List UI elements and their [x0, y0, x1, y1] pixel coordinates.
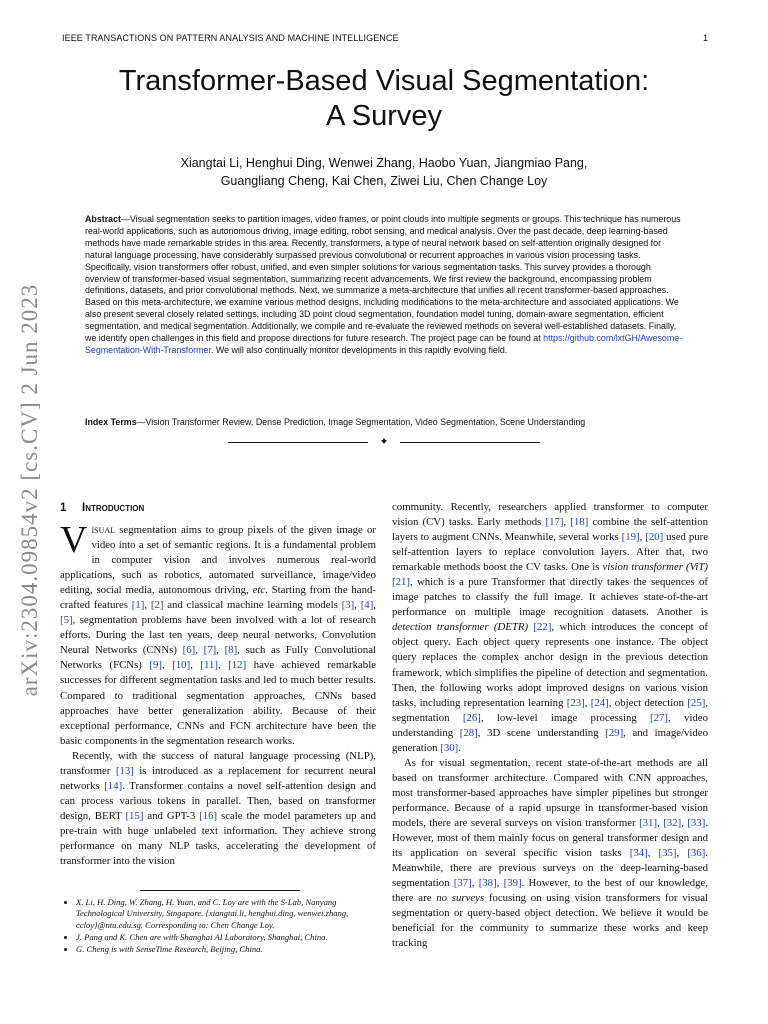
footnote-affiliation-ntu: • X. Li, H. Ding, W. Zhang, H. Yuan, and C. Loy are with the S-Lab, Nanyang Technological University, Singapore. {xiangtai.li, henghui.ding, wenwei.zhang, ccloy}@ntu.edu.sg. Corresponding to: Chen Change Loy. — [76, 897, 376, 931]
title-line-1: Transformer-Based Visual Segmentation: — [118, 65, 650, 97]
emphasis-text: vision transformer (ViT) — [602, 561, 708, 574]
citation-link[interactable]: [14] — [104, 779, 123, 792]
citation-link[interactable]: [31] — [639, 816, 658, 829]
citation-link[interactable]: [38] — [478, 877, 497, 890]
body-text: , which introduces the concept of object query. Each object query represents one instance. The object query replaces the complex anchor design in the previous detection framework, which simplifies the pipeline of detection and segmentation. Then, the following works adopt improved designs on various vision tasks, including representation learning — [392, 621, 709, 709]
citation-link[interactable]: [15] — [125, 809, 144, 822]
body-text: is introduced as a replacement for recurrent neural networks — [60, 764, 377, 792]
author-list — [60, 154, 708, 190]
citation-link[interactable]: [25] — [687, 696, 706, 709]
body-text: , — [195, 644, 204, 657]
body-text: . — [458, 741, 461, 754]
citation-link[interactable]: [23] — [566, 696, 585, 709]
abstract-label: Abstract — [85, 214, 122, 224]
page-number: 1 — [702, 33, 708, 43]
body-text: , — [639, 531, 646, 544]
citation-link[interactable]: [10] — [172, 659, 191, 672]
section-heading — [60, 500, 376, 516]
citation-link[interactable]: [16] — [199, 809, 218, 822]
emphasis-text: detection transformer (DETR) — [392, 621, 529, 634]
body-text: used pure self-attention layers to replace convolution layers. After that, two remarkable methods boost the CV tasks. One is — [392, 531, 708, 574]
body-text: . However, most of them mainly focus on general transformer design and its application on several specific vision tasks — [392, 816, 709, 860]
footnotes — [60, 897, 376, 956]
dropcap: V — [60, 519, 88, 561]
body-text: , such as Fully Convolutional Networks (FCNs) — [60, 644, 376, 672]
intro-paragraph-3 — [392, 500, 708, 756]
citation-link[interactable]: [29] — [605, 726, 624, 739]
body-text: Recently, with the success of natural language processing (NLP), transformer — [60, 749, 376, 777]
footnote-affiliation-shanghai-ai-lab: • J. Pang and K. Chen are with Shanghai AI Laboratory, Shanghai, China. — [76, 932, 376, 943]
left-column — [60, 500, 376, 869]
intro-paragraph-4 — [392, 756, 708, 952]
body-text: , — [657, 816, 664, 829]
citation-link[interactable]: [18] — [570, 516, 589, 529]
footnote-affiliation-sensetime: • G. Cheng is with SenseTime Research, Beijing, China. — [76, 944, 376, 955]
citation-link[interactable]: [26] — [462, 711, 481, 724]
emphasis-text: no surveys — [436, 892, 485, 905]
abstract — [85, 214, 683, 357]
body-text: , object detection — [608, 696, 688, 709]
body-text: , — [354, 599, 361, 612]
authors-line-2: Guangliang Cheng, Kai Chen, Ziwei Liu, Chen Change Loy — [220, 174, 548, 188]
citation-link[interactable]: [19] — [621, 531, 640, 544]
citation-link[interactable]: [9] — [149, 659, 162, 672]
section-divider — [228, 435, 540, 448]
citation-link[interactable]: [28] — [459, 726, 478, 739]
index-terms-text: —Vision Transformer Review, Dense Prediction, Image Segmentation, Video Segmentation, Scene Understanding — [136, 417, 586, 427]
body-text: . Starting from the hand-crafted features — [60, 584, 376, 612]
citation-link[interactable]: [35] — [658, 847, 677, 860]
body-text: , — [681, 816, 688, 829]
citation-link[interactable]: [24] — [590, 696, 609, 709]
citation-link[interactable]: [1] — [131, 599, 145, 612]
citation-link[interactable]: [36] — [687, 847, 706, 860]
body-text: , — [190, 659, 201, 672]
body-text: community. Recently, researchers applied transformer to computer vision (CV) tasks. Early methods — [392, 501, 708, 529]
body-text: , and image/video generation — [392, 726, 709, 754]
body-text: , segmentation — [392, 696, 709, 724]
body-text: , — [647, 847, 659, 860]
body-text: , low-level image processing — [480, 711, 651, 724]
intro-paragraph-2 — [60, 749, 376, 869]
body-text: , 3D scene understanding — [477, 726, 606, 739]
paper-title — [60, 64, 708, 134]
body-text: have achieved remarkable successes for different segmentation tasks and led to much better results. Compared to traditional segmentation approaches, CNNs based approaches have better generalization ability. Because of their exceptional performance, CNNs and FCN architecture have been the basic components in the segmentation research works. — [60, 659, 376, 747]
body-text: segmentation aims to group pixels of the given image or video into a set of semantic regions. It is a fundamental problem in computer vision and involves numerous real-world applications, such as robotics, automated surveillance, image/video editing, social media, autonomous driving, — [60, 524, 376, 597]
citation-link[interactable]: [39] — [503, 877, 522, 890]
body-text: , — [584, 696, 591, 709]
citation-link[interactable]: [27] — [650, 711, 669, 724]
body-text: focusing on using vision transformers for visual segmentation or query-based object detection. We believe it would be beneficial for the community to summarize these works and keep tracking — [392, 892, 708, 950]
body-text: and classical machine learning models — [163, 599, 342, 612]
emphasis-text: etc — [252, 584, 266, 597]
journal-header: IEEE TRANSACTIONS ON PATTERN ANALYSIS AND MACHINE INTELLIGENCE — [62, 33, 399, 43]
citation-link[interactable]: [5] — [60, 614, 73, 627]
citation-link[interactable]: [11] — [200, 659, 218, 672]
dropcap-continuation: isual — [91, 524, 116, 536]
body-text: , — [216, 644, 225, 657]
intro-paragraph-1 — [60, 519, 376, 749]
body-text: , — [496, 877, 504, 890]
index-terms-label: Index Terms — [85, 417, 137, 427]
project-page-link[interactable]: https://github.com/lxtGH/Awesome-Segmentation-With-Transformer — [85, 333, 683, 355]
body-text: , — [563, 516, 571, 529]
body-text: , segmentation problems have been involved with a lot of research efforts. During the last ten years, deep neural networks, Convolution Neural Networks (CNNs) — [60, 614, 376, 657]
citation-link[interactable]: [8] — [224, 644, 238, 657]
citation-link[interactable]: [32] — [663, 816, 682, 829]
citation-link[interactable]: [22] — [533, 621, 552, 634]
abstract-text-end: . We will also continually monitor developments in this rapidly evolving field. — [210, 344, 508, 355]
divider-diamond-icon: ✦ — [379, 435, 389, 448]
body-text: . Meanwhile, there are previous surveys on the deep-learning-based segmentation — [392, 847, 709, 890]
divider-line-right — [400, 442, 540, 443]
divider-line-left — [228, 442, 368, 443]
authors-line-1: Xiangtai Li, Henghui Ding, Wenwei Zhang, Haobo Yuan, Jiangmiao Pang, — [180, 156, 588, 170]
abstract-text: —Visual segmentation seeks to partition images, video frames, or point clouds into multiple segments or groups. This technique has numerous real-world applications, such as autonomous driving, image editing, robot sensing, and medical analysis. Over the past decade, deep learning-based methods have made remarkable strides in this area. Recently, transformers, a type of neural network based on self-attention originally designed for natural language processing, have considerably surpassed previous convolutional or recurrent approaches in various vision processing tasks. Specifically, vision transformers offer robust, unified, and even simpler solutions for various segmentation tasks. This survey provides a thorough overview of transformer-based visual segmentation, summarizing recent advancements. We first review the background, encompassing problem definitions, datasets, and prior convolutional methods. Next, we summarize a meta-architecture that unifies all recent transformer-based approaches. Based on this meta-architecture, we examine various method designs, including modifications to the meta-architecture and associated applications. We also present several closely related settings, including 3D point cloud segmentation, foundation model tuning, domain-aware segmentation, efficient segmentation, and medical segmentation. Additionally, we compile and re-evaluate the reviewed methods on several well-established datasets. Finally, we identify open challenges in this field and propose directions for future research. The project page can be found at — [85, 214, 681, 344]
title-line-2: A Survey — [325, 100, 443, 132]
citation-link[interactable]: [3] — [341, 599, 355, 612]
body-text: combine the self-attention layers to augment CNNs. Meanwhile, several works — [392, 516, 708, 544]
citation-link[interactable]: [20] — [645, 531, 664, 544]
arxiv-identifier: arXiv:2304.09854v2 [cs.CV] 2 Jun 2023 — [17, 283, 42, 697]
index-terms — [85, 416, 683, 428]
citation-link[interactable]: [21] — [392, 576, 410, 589]
body-text: and GPT-3 — [143, 809, 200, 822]
citation-link[interactable]: [7] — [203, 644, 217, 657]
citation-link[interactable]: [6] — [182, 644, 196, 657]
citation-link[interactable]: [17] — [545, 516, 564, 529]
section-number: 1 — [60, 502, 67, 514]
body-text: . However, to the best of our knowledge, there are — [392, 877, 708, 905]
body-text: scale the model parameters up and pre-train with huge unlabeled text information. They achieve strong performance on many NLP tasks, accelerating the development of transformer into the vision — [60, 809, 376, 868]
body-text: , — [144, 599, 151, 612]
citation-link[interactable]: [13] — [115, 764, 134, 777]
body-text: , — [471, 877, 479, 890]
body-text: , which is a pure Transformer that directly takes the sequences of image patches to classify the full image. It achieves state-of-the-art performance on multiple image recognition datasets. Another is — [392, 576, 708, 619]
body-text: . Transformer contains a novel self-attention design and can process various tokens in parallel. Then, based on transformer design, BERT — [60, 779, 376, 822]
citation-link[interactable]: [37] — [453, 877, 472, 890]
body-text: , — [676, 847, 688, 860]
section-title: Introduction — [82, 502, 145, 514]
body-text: , video understanding — [392, 711, 709, 739]
citation-link[interactable]: [33] — [687, 816, 706, 829]
citation-link[interactable]: [30] — [440, 741, 459, 754]
citation-link[interactable]: [4] — [360, 599, 374, 612]
body-text: , — [161, 659, 173, 672]
body-text: , — [217, 659, 229, 672]
right-column — [392, 500, 708, 951]
citation-link[interactable]: [34] — [629, 847, 648, 860]
citation-link[interactable]: [2] — [150, 599, 164, 612]
body-text: , — [373, 599, 376, 612]
citation-link[interactable]: [12] — [228, 659, 247, 672]
body-text: As for visual segmentation, recent state-of-the-art methods are all based on transformer architecture. Compared with CNN approaches, most transformer-based approaches have simpler pipelines but stronger performance. Because of a rapid upsurge in transformer-based vision models, there are several surveys on vision transformer — [392, 756, 708, 829]
footnote-rule — [140, 890, 300, 891]
